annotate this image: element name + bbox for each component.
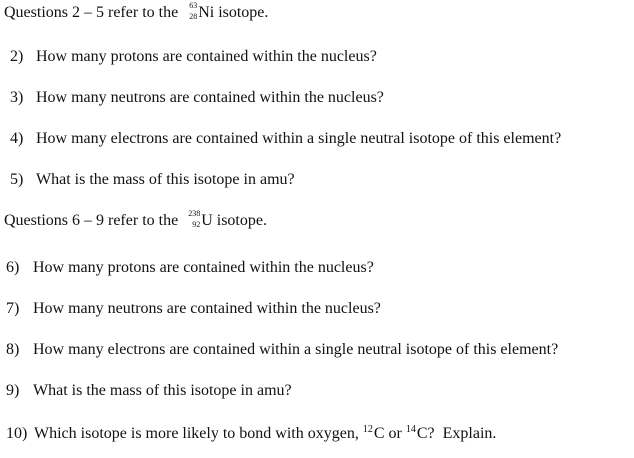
question-number: 7) [6,300,20,317]
question-item [10,129,561,149]
mass-number: 63 [189,1,198,10]
question-item [10,47,377,67]
question-text: How many neutrons are contained within the nucleus? [36,89,384,106]
question-number: 3) [10,89,24,106]
question-text: What is the mass of this isotope in amu? [36,171,295,188]
question-text: What is the mass of this isotope in amu? [33,382,292,399]
question-number: 5) [10,171,24,188]
question-number: 2) [10,48,24,65]
element-symbol: U [201,212,213,229]
question-item [6,299,381,319]
header-text-end: isotope. [216,212,267,229]
question-item-10 [6,424,496,444]
nuclide-notation [185,3,197,21]
atomic-number: 28 [189,12,198,21]
question-text: Which isotope is more likely to bond with oxygen, [34,425,359,442]
question-text: How many electrons are contained within a single neutral isotope of this element? [36,130,562,147]
header-text: Questions 6 – 9 refer to the [4,212,179,229]
question-text: How many neutrons are contained within the nucleus? [33,300,381,317]
isotope-mass-number: 12 [362,424,373,435]
nuclide-notation [185,211,200,229]
question-item [6,258,374,278]
section-header-u [4,211,267,231]
question-number: 6) [6,259,20,276]
or-word: or [388,425,402,442]
isotope-symbol: C? [416,425,435,442]
question-text: How many protons are contained within the nucleus? [33,259,374,276]
mass-number: 238 [188,209,201,218]
atomic-number: 92 [192,220,201,229]
question-item [10,170,295,190]
isotope-mass-number: 14 [405,424,416,435]
question-item [6,340,558,360]
header-text: Questions 2 – 5 refer to the [4,4,179,21]
element-symbol: Ni [198,4,215,21]
isotope-symbol: C [373,425,385,442]
question-text-end: Explain. [442,425,497,442]
question-number: 10) [6,425,28,442]
question-number: 4) [10,130,24,147]
question-number: 8) [6,341,20,358]
question-item [10,88,384,108]
question-text: How many protons are contained within the nucleus? [36,48,377,65]
header-text-end: isotope. [218,4,269,21]
section-header-ni [4,3,268,23]
question-item [6,381,292,401]
question-text: How many electrons are contained within a single neutral isotope of this element? [33,341,559,358]
question-number: 9) [6,382,20,399]
